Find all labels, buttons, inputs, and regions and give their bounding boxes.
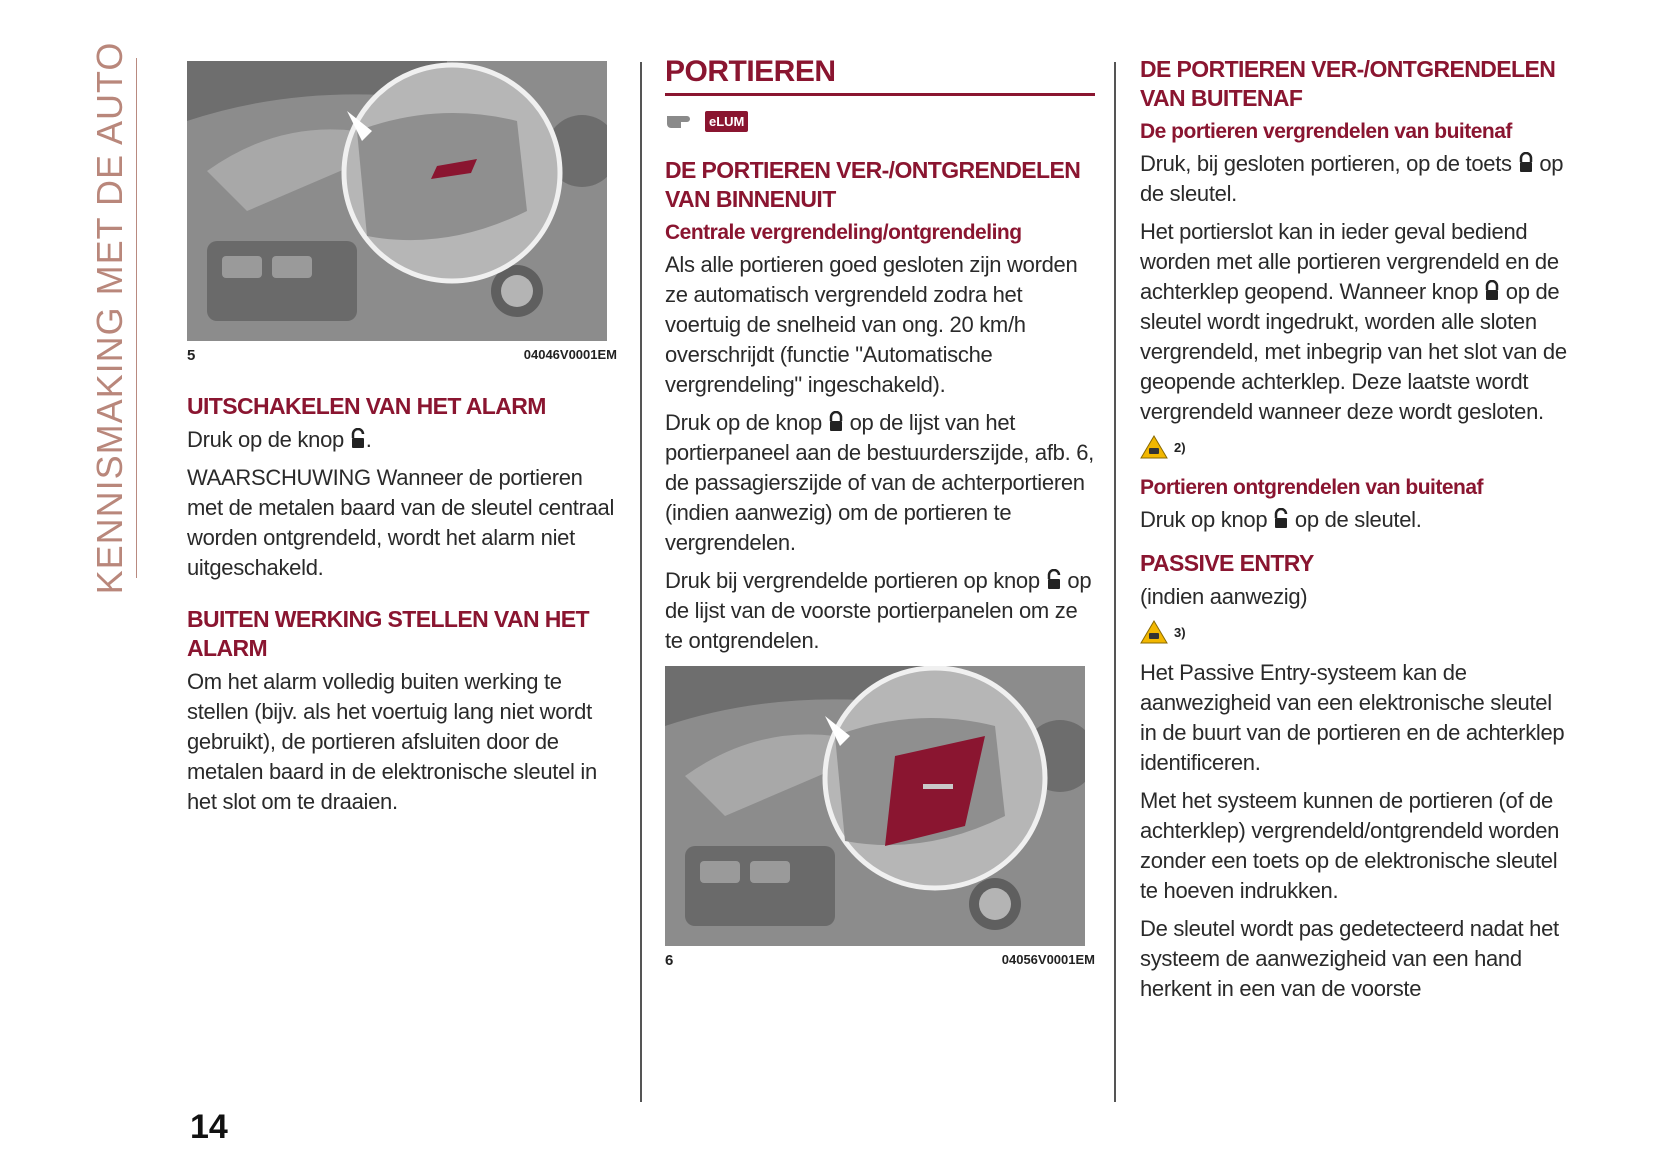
door-panel-illustration [665, 666, 1085, 946]
paragraph: Het Passive Entry-systeem kan de aanwezigheid van een elektronische sleutel in de buurt van de portieren en de achterklep identificeren. [1140, 660, 1565, 775]
elum-indicator [665, 110, 1095, 132]
door-panel-illustration [187, 61, 607, 341]
warning-ref-number: 3) [1174, 624, 1186, 640]
lock-icon [1484, 280, 1500, 302]
figure-caption-5 [187, 347, 617, 364]
warning-triangle-icon [1140, 435, 1168, 459]
page-number: 14 [190, 1108, 228, 1146]
unlock-icon [1273, 508, 1289, 530]
subsection-title: De portieren vergrendelen van buitenaf [1140, 120, 1512, 143]
paragraph [187, 425, 617, 455]
section-title: DE PORTIEREN VER-/ONTGRENDELEN VAN BUITENAF [1140, 56, 1556, 111]
figure-code: 04056V0001EM [1001, 952, 1095, 967]
paragraph-text: Druk op de knop [187, 427, 344, 452]
pointing-hand-icon [665, 110, 699, 132]
figure-caption-6 [665, 952, 1095, 969]
paragraph [1140, 217, 1572, 427]
column-3 [1140, 55, 1572, 1012]
paragraph-text: Druk, bij gesloten portieren, op de toets [1140, 151, 1512, 176]
paragraph-text: op de lijst van het portierpaneel aan de bestuurderszijde, afb. 6, de passagierszijde of van de achterportieren (indien aanwezig) om de portieren te vergrendelen. [665, 410, 1094, 555]
side-title: KENNISMAKING MET DE AUTO [89, 41, 130, 595]
warning-triangle-icon [1140, 620, 1168, 644]
side-rule [136, 58, 137, 578]
paragraph [665, 566, 1095, 656]
paragraph [1140, 149, 1572, 209]
column-divider-2 [1114, 62, 1116, 1102]
section-title: BUITEN WERKING STELLEN VAN HET ALARM [187, 606, 589, 661]
figure-code: 04046V0001EM [523, 347, 617, 362]
warning-paragraph: WAARSCHUWING Wanneer de portieren met de metalen baard van de sleutel centraal worden ontgrendeld, wordt het alarm niet uitgeschakeld. [187, 465, 615, 580]
warning-reference [1140, 435, 1572, 459]
warning-reference [1140, 620, 1572, 644]
paragraph-text: op de sleutel wordt ingedrukt, worden alle sloten vergrendeld, met inbegrip van het slot van de geopende achterklep. Deze laatste wordt vergrendeld wanneer deze wordt gesloten. [1140, 279, 1567, 424]
unlock-icon [1046, 569, 1062, 591]
paragraph-text: Druk op de knop [665, 410, 822, 435]
subsection-title: Centrale vergrendeling/ontgrendeling [665, 221, 1022, 244]
lock-icon [828, 411, 844, 433]
paragraph: (indien aanwezig) [1140, 584, 1308, 609]
section-title: PASSIVE ENTRY [1140, 550, 1314, 576]
section-title: DE PORTIEREN VER-/ONTGRENDELEN VAN BINNENUIT [665, 157, 1081, 212]
paragraph-text: Druk op knop [1140, 507, 1268, 532]
paragraph: Om het alarm volledig buiten werking te stellen (bijv. als het voertuig lang niet wordt gebruikt), de portieren afsluiten door de metalen baard in de elektronische sleutel in het slot om te draaien. [187, 669, 597, 814]
lock-icon [1518, 152, 1534, 174]
paragraph-text: . [365, 427, 372, 452]
subsection-title: Portieren ontgrendelen van buitenaf [1140, 476, 1484, 499]
section-title: UITSCHAKELEN VAN HET ALARM [187, 393, 546, 419]
unlock-icon [350, 428, 366, 450]
elum-badge: eLUM [705, 111, 748, 132]
side-tab [88, 41, 132, 595]
paragraph-text: Het portierslot kan in ieder geval bediend worden met alle portieren vergrendeld en de achterklep geopend. Wanneer knop [1140, 219, 1559, 304]
paragraph: De sleutel wordt pas gedetecteerd nadat het systeem de aanwezigheid van een hand herkent in een van de voorste [1140, 916, 1559, 1001]
figure-5-illustration [187, 61, 607, 341]
paragraph: Met het systeem kunnen de portieren (of de achterklep) vergrendeld/ontgrendeld worden zonder een toets op de elektronische sleutel te hoeven indrukken. [1140, 788, 1560, 903]
figure-number: 5 [187, 347, 196, 364]
figure-6-illustration [665, 666, 1085, 946]
paragraph [665, 408, 1095, 558]
paragraph-text: op de lijst van de voorste portierpanelen om ze te ontgrendelen. [665, 568, 1092, 653]
paragraph-text: Druk bij vergrendelde portieren op knop [665, 568, 1040, 593]
column-2 [665, 55, 1095, 969]
paragraph: Als alle portieren goed gesloten zijn worden ze automatisch vergrendeld zodra het voertuig de snelheid van ong. 20 km/h overschrijdt (functie "Automatische vergrendeling" ingeschakeld). [665, 252, 1078, 397]
column-divider-1 [640, 62, 642, 1102]
title-rule [665, 93, 1095, 96]
paragraph-text: op de sleutel. [1140, 151, 1564, 206]
figure-number: 6 [665, 952, 674, 969]
page-title: PORTIEREN [665, 55, 836, 88]
warning-ref-number: 2) [1174, 439, 1186, 455]
column-1 [187, 55, 617, 825]
paragraph-text: op de sleutel. [1294, 507, 1422, 532]
paragraph [1140, 505, 1572, 535]
